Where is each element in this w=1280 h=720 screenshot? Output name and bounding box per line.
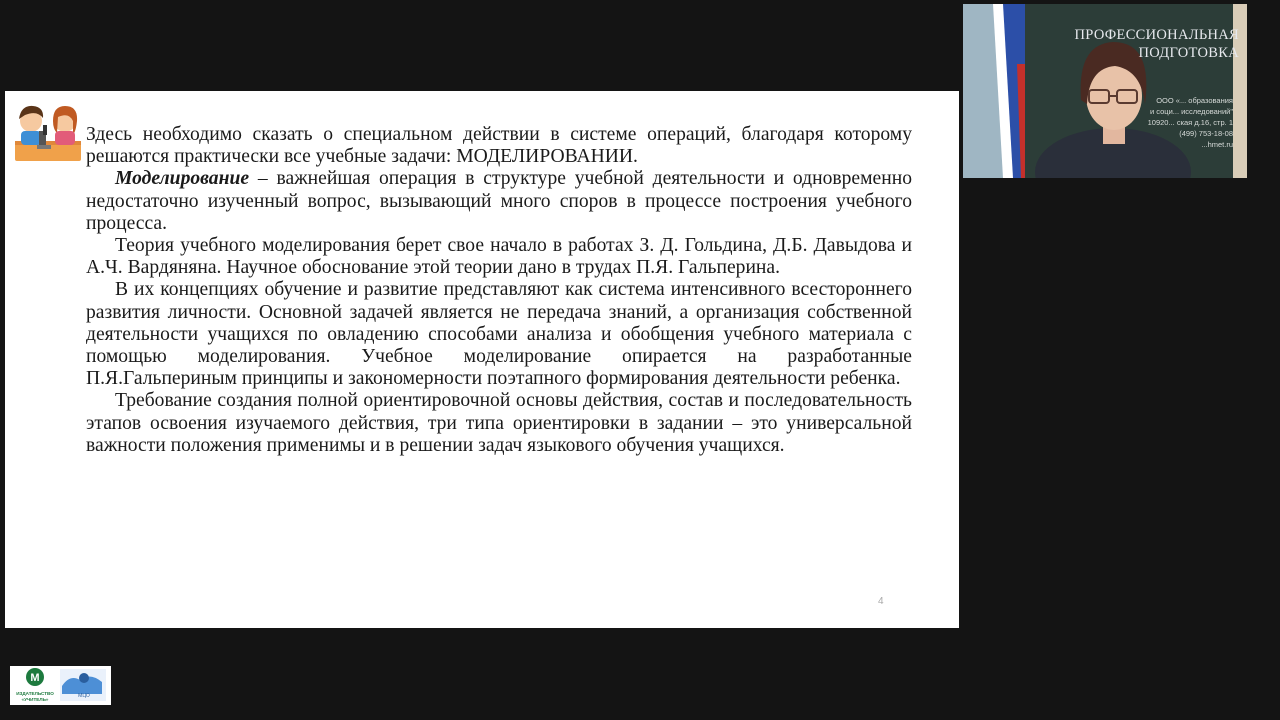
presentation-slide [5,91,959,628]
webcam-video [963,4,1247,178]
paragraph-theory-origin: Теория учебного моделирования берет свое начало в работах З. Д. Гольдина, Д.Б. Давыдова и А.Ч. Вардяняна. Научное обоснование этой теории дано в трудах П.Я. Гальперина. [86,235,912,279]
slide-page-number: 4 [878,596,884,607]
publisher-name-line-2: «УЧИТЕЛЬ» [21,697,49,702]
webcam-banner-title [1063,26,1239,62]
paragraph-concepts: В их концепциях обучение и развитие представляют как система интенсивного всестороннего развития личности. Основной задачей является не передача знаний, а организация собственной деятельности учащихся по овладению способами анализа и обобщения учебного материала с помощью моделирования. Учебное моделирование опирается на разработанные П.Я.Гальпериным принципы и закономерности поэтапного формирования деятельности ребенка. [86,279,912,390]
children-reading-icon [13,101,83,163]
paragraph-modeling-intro: Здесь необходимо сказать о специальном действии в системе операций, благодаря которому решаются практически все учебные задачи: МОДЕЛИРОВАНИИ. [86,124,912,168]
publisher-name-line-1: ИЗДАТЕЛЬСТВО [16,691,54,696]
banner-detail-3: 10920... ская д.16, стр. 1 [1147,118,1233,127]
banner-detail-1: ООО «... образования [1156,96,1233,105]
banner-detail-5: ...hmet.ru [1201,140,1233,149]
banner-line-1: ПРОФЕССИОНАЛЬНАЯ [1074,27,1239,43]
paragraph-requirements: Требование создания полной ориентировочной основы действия, состав и последовательность этапов освоения изучаемого действия, три типа ориентировки в задании – это универсальной важности положения применимы и в решении задач языкового обучения учащихся. [86,390,912,456]
publisher-name [13,691,57,703]
publisher-badge: МЦО [78,693,90,699]
slide-body [86,124,912,457]
svg-text:М: М [30,672,40,684]
paragraph-modeling-definition [86,168,912,235]
publisher-logo [10,666,111,705]
banner-detail-4: (499) 753-18-08 [1179,129,1233,138]
webcam-banner-details [1051,95,1233,150]
paragraph-modeling-definition-text: – важнейшая операция в структуре учебной деятельности и одновременно недостаточно изученный вопрос, вызывающий много споров в процессе построения учебного процесса. [86,168,912,234]
banner-line-2: ПОДГОТОВКА [1138,45,1239,61]
banner-detail-2: и соци... исследований" [1150,107,1233,116]
term-modeling: Моделирование [115,168,250,190]
